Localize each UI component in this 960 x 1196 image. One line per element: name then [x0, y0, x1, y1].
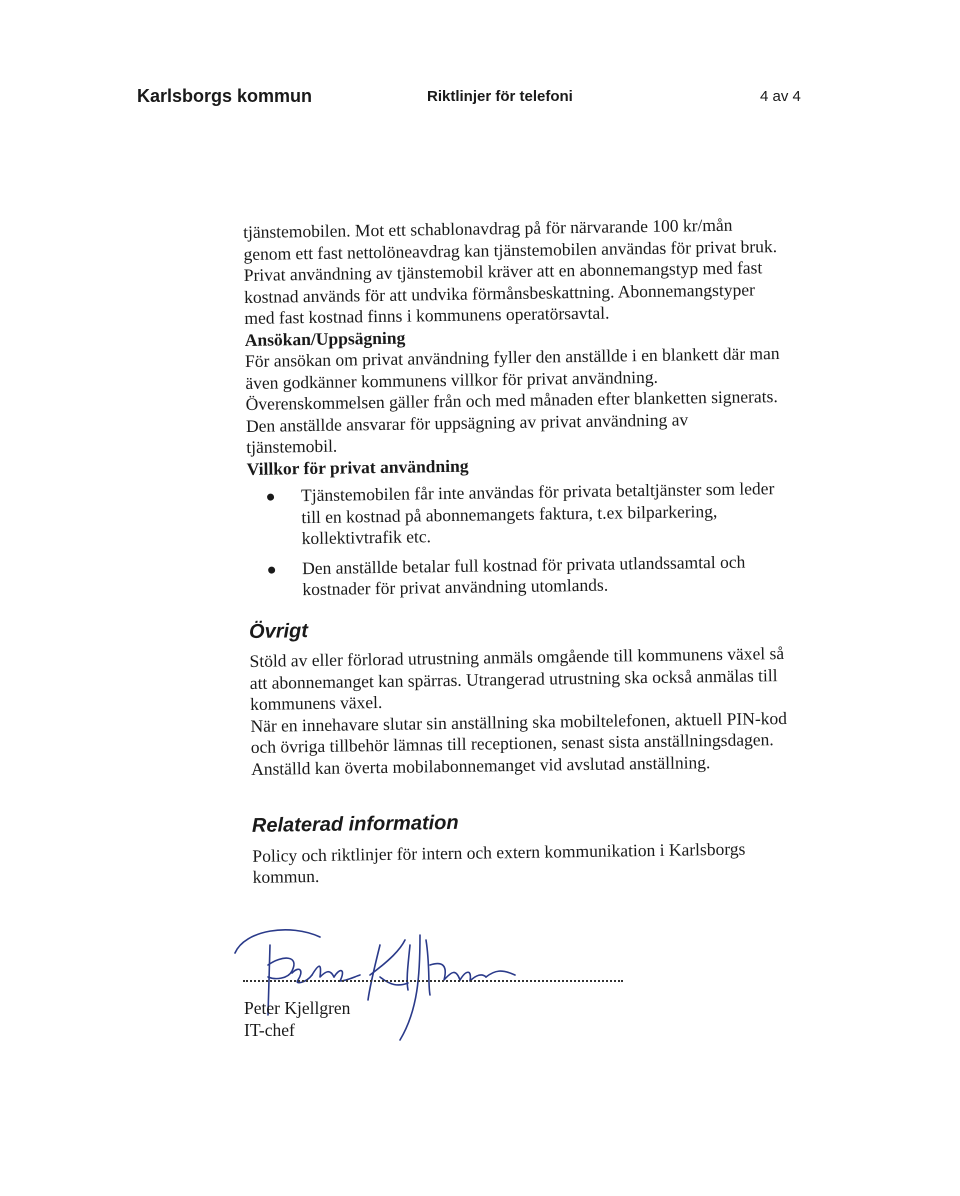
text-line: Anställd kan överta mobilabonnemanget vid avslutad anställning.	[250, 751, 711, 779]
text-line: kostnad används för att undvika förmånsbeskattning. Abonnemangstyper	[243, 278, 756, 307]
text-line: När en innehavare slutar sin anställning ska mobiltelefonen, aktuell PIN-kod	[250, 707, 788, 736]
document-body	[243, 213, 833, 888]
text-line: med fast kostnad finns i kommunens operatörsavtal.	[244, 302, 610, 328]
text-line: även godkänner kommunens villkor för privat användning.	[245, 366, 659, 393]
text-line: att abonnemanget kan spärras. Utrangerad utrustning ska också anmälas till	[249, 664, 778, 693]
page-number: 4 av 4	[760, 88, 801, 105]
bullet-icon	[267, 494, 274, 501]
document-title: Riktlinjer för telefoni	[427, 88, 573, 105]
signatory-name: Peter Kjellgren	[244, 998, 351, 1018]
text-line: kollektivtrafik etc.	[301, 526, 432, 549]
ansokan-paragraph	[245, 342, 827, 458]
text-line: För ansökan om privat användning fyller den anställde i en blankett där man	[244, 343, 780, 371]
text-line: Den anställde ansvarar för uppsägning av privat användning av	[245, 408, 689, 436]
text-line: Policy och riktlinjer för intern och extern kommunikation i Karlsborgs	[252, 838, 746, 866]
text-line: Stöld av eller förlorad utrustning anmäls omgående till kommunens växel så	[249, 643, 785, 671]
text-line: och övriga tillbehör lämnas till receptionen, senast sista anställningsdagen.	[250, 729, 774, 757]
list-item	[247, 477, 828, 550]
section-heading-ovrigt: Övrigt	[248, 619, 309, 643]
bullet-icon	[268, 566, 275, 573]
related-paragraph	[252, 837, 833, 889]
text-line: kommunens växel.	[250, 691, 383, 714]
text-line: kommun.	[252, 865, 320, 887]
text-line: tjänstemobilen. Mot ett schablonavdrag på för närvarande 100 kr/mån	[243, 214, 733, 242]
signature-block	[230, 925, 650, 1045]
text-line: Överenskommelsen gäller från och med månaden efter blanketten signerats.	[245, 386, 778, 414]
section-heading-ansokan: Ansökan/Uppsägning	[244, 327, 406, 350]
section-heading-villkor: Villkor för privat användning	[246, 455, 469, 479]
signatory-role: IT-chef	[244, 1020, 295, 1040]
text-line: Den anställde betalar full kostnad för privata utlandssamtal och	[301, 551, 746, 578]
villkor-list	[247, 477, 829, 601]
intro-paragraph	[243, 213, 825, 329]
text-line: Privat användning av tjänstemobil kräver att en abonnemangstyp med fast	[243, 257, 763, 285]
text-line: tjänstemobil.	[246, 435, 338, 457]
section-heading-related: Relaterad information	[251, 811, 459, 837]
text-line: till en kostnad på abonnemangets faktura, t.ex bilparkering,	[301, 500, 718, 527]
text-line: kostnader för privat användning utomlands.	[302, 574, 609, 600]
text-line: genom ett fast nettolöneavdrag kan tjänstemobilen användas för privat bruk.	[243, 235, 778, 264]
page-header	[0, 86, 960, 114]
ovrigt-paragraph	[249, 642, 831, 780]
list-item	[248, 550, 829, 602]
organization-name: Karlsborgs kommun	[137, 86, 313, 106]
text-line: Tjänstemobilen får inte användas för privata betaltjänster som leder	[300, 478, 775, 506]
signature-line	[243, 980, 623, 982]
